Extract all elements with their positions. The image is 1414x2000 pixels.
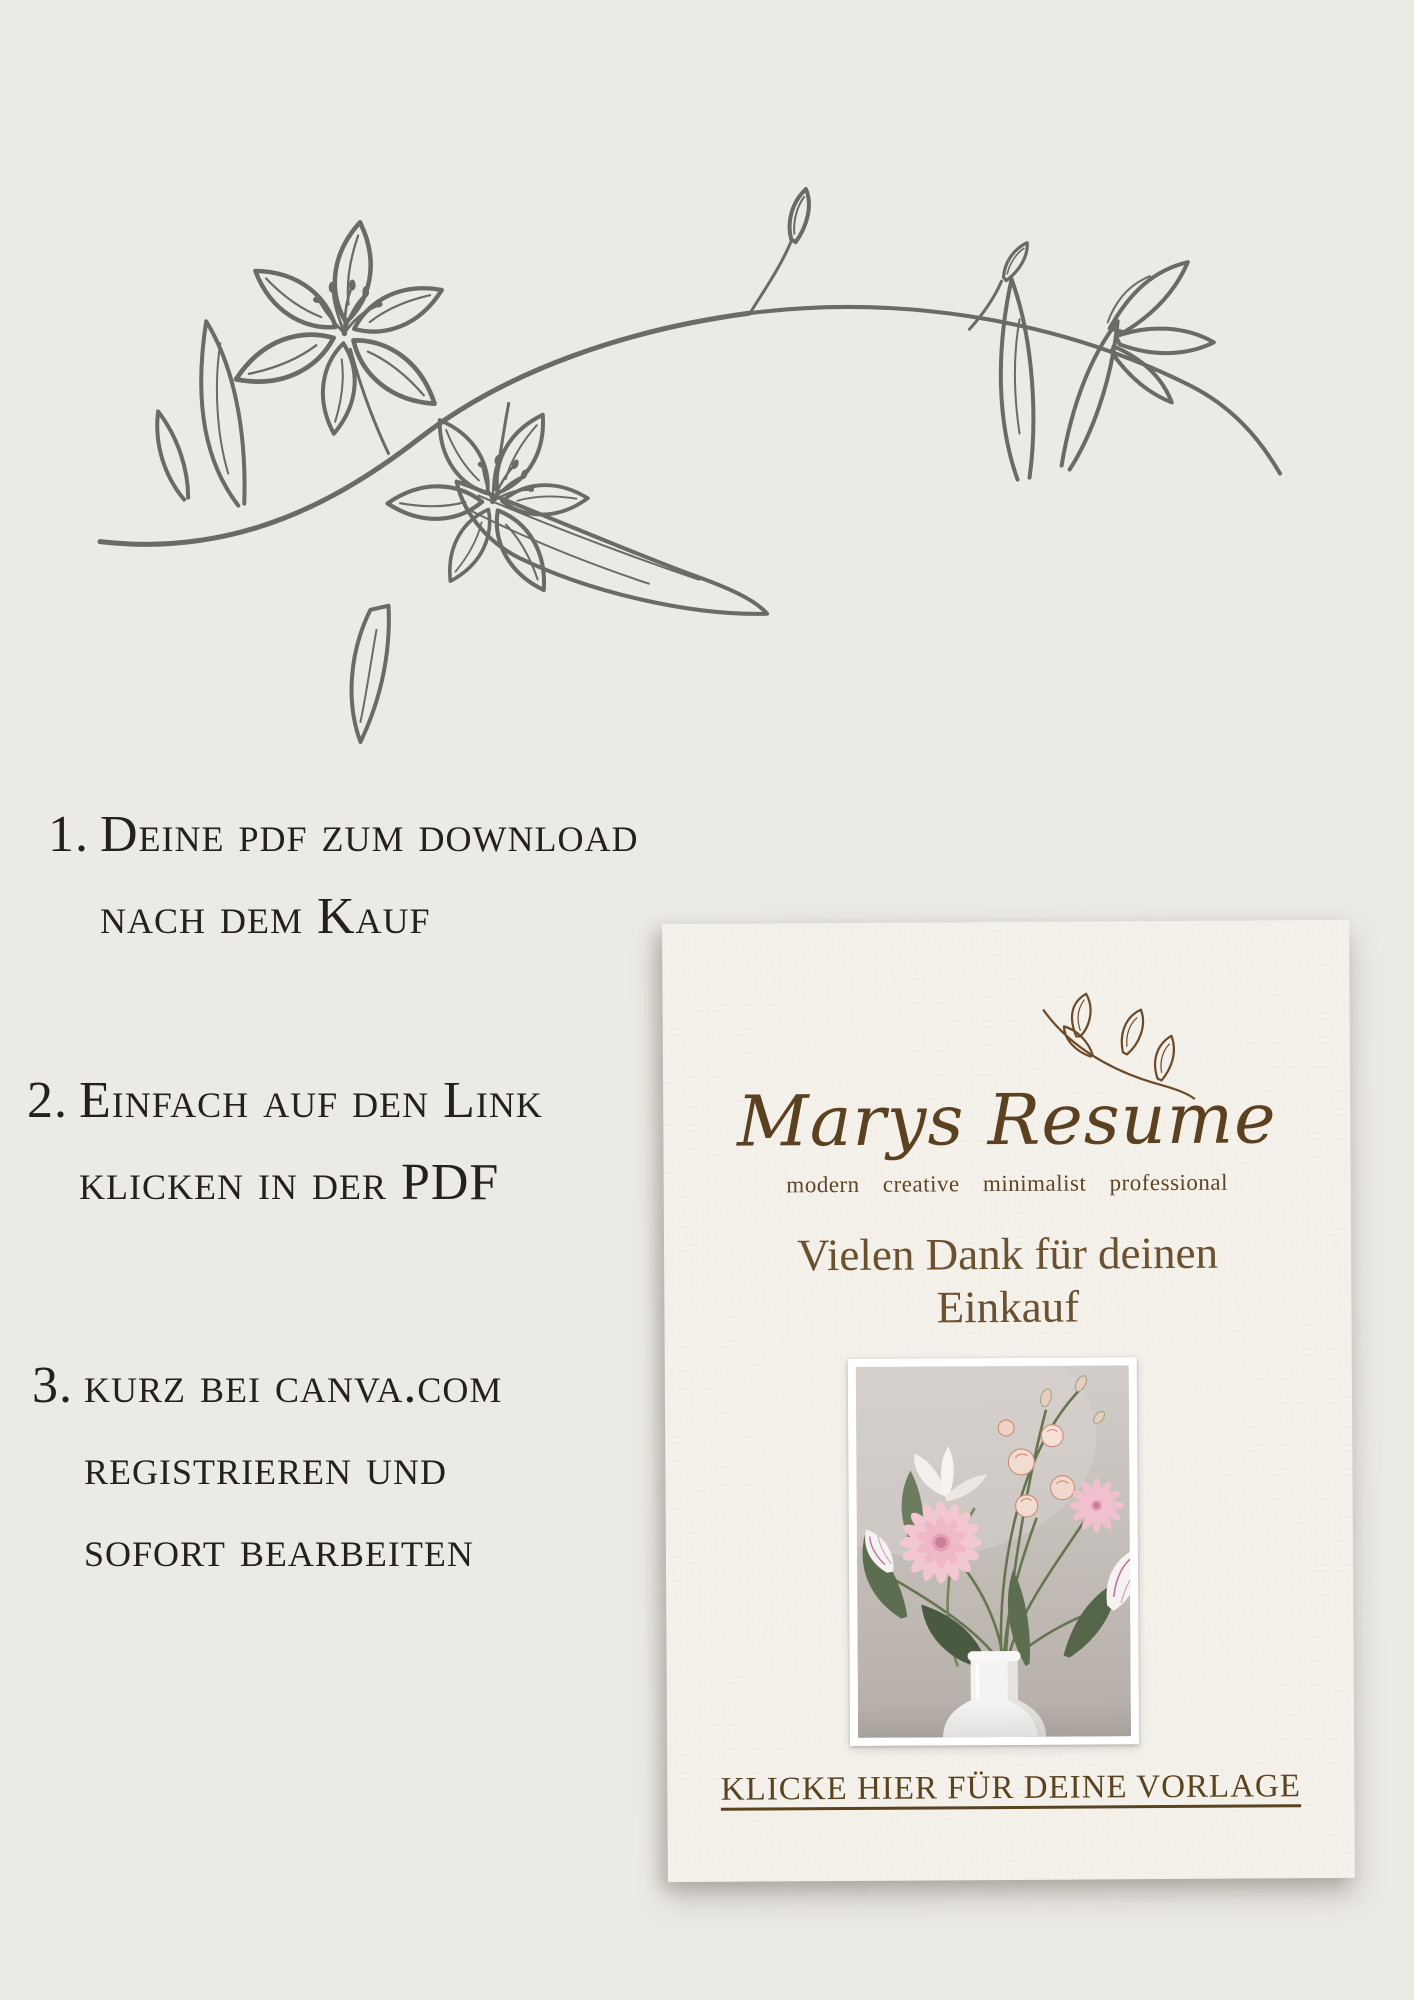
step-number: 2.: [27, 1072, 68, 1129]
step-text: [100, 794, 639, 958]
step-line: kurz bei canva.com: [84, 1357, 503, 1414]
instruction-step-2: [27, 1060, 543, 1224]
thank-you-line: Einkauf: [936, 1281, 1080, 1333]
step-text: [79, 1060, 543, 1224]
step-number: 3.: [32, 1357, 73, 1414]
lily-line-art-illustration: [88, 142, 1300, 750]
step-line: klicken in der PDF: [79, 1154, 500, 1211]
template-link[interactable]: KLICKE HIER FÜR DEINE VORLAGE: [720, 1768, 1302, 1808]
thank-you-heading: [664, 1226, 1352, 1336]
step-line: registrieren und: [84, 1439, 447, 1496]
brand-tagline: modern creative minimalist professional: [786, 1169, 1229, 1198]
bouquet-photo: [848, 1357, 1139, 1746]
brand-wordmark: Marys Resume: [736, 1077, 1277, 1163]
thank-you-line: Vielen Dank für deinen: [797, 1227, 1219, 1281]
bouquet-photo-image: [856, 1365, 1131, 1738]
instruction-step-3: [32, 1345, 502, 1591]
step-line: nach dem Kauf: [100, 888, 431, 945]
step-text: [84, 1345, 502, 1591]
step-number: 1.: [48, 806, 89, 863]
step-line: sofort bearbeiten: [84, 1521, 474, 1578]
instruction-step-1: [48, 794, 639, 958]
step-line: Deine pdf zum download: [100, 806, 639, 863]
step-line: Einfach auf den Link: [79, 1072, 543, 1129]
thank-you-card: [662, 920, 1355, 1882]
